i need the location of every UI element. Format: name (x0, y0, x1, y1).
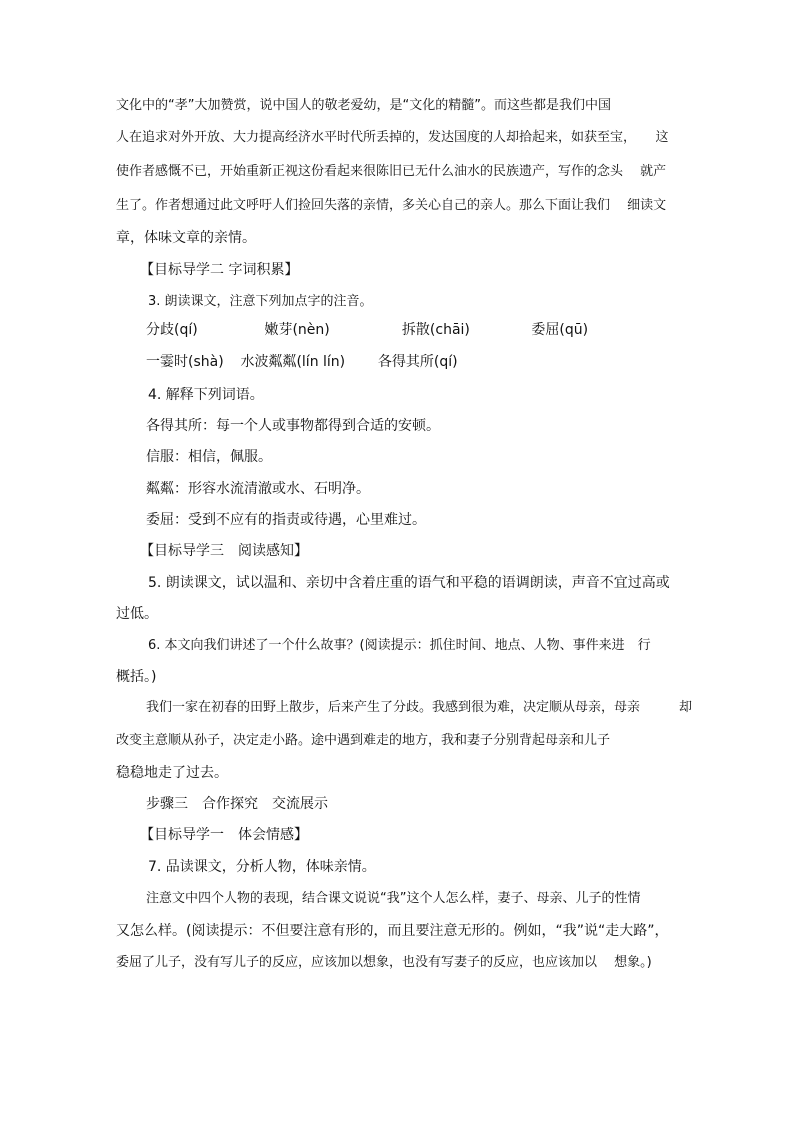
q6-answer-1: 我们一家在初春的田野上散步，后来产生了分歧。我感到很为难，决定顺从母亲，母亲 却 (146, 700, 693, 715)
q7-line-3: 委屈了儿子，没有写儿子的反应，应该加以想象，也没有写妻子的反应，也应该加以 想象。) (116, 955, 652, 970)
q5-line-1: 5. 朗读课文，试以温和、亲切中含着庄重的语气和平稳的语调朗读，声音不宜过高或 (148, 575, 670, 591)
pinyin-item: 委屈(qū) (531, 322, 589, 338)
q6-line-2: 概括。) (116, 669, 157, 685)
intro-line-2: 人在追求对外开放、大力提高经济水平时代所丢掉的，发达国度的人却拾起来，如获至宝， 这 (116, 130, 669, 145)
pinyin-item: 嫩芽(nèn) (264, 322, 330, 338)
definition-3: 粼粼：形容水流清澈或水、石明净。 (146, 481, 370, 497)
pinyin-item: 各得其所(qí) (377, 354, 458, 370)
q7-line-2: 又怎么样。(阅读提示：不但要注意有形的，而且要注意无形的。例如，“我”说“走大路”， (116, 923, 669, 939)
pinyin-row-2 (146, 352, 458, 372)
intro-line-5: 章，体味文章的亲情。 (116, 230, 256, 246)
q6-answer-2: 改变主意顺从孙子，决定走小路。途中遇到难走的地方，我和妻子分别背起母亲和儿子 (116, 733, 611, 748)
definition-1: 各得其所：每一个人或事物都得到合适的安顿。 (146, 418, 440, 434)
section-heading-reading: 【目标导学三 阅读感知】 (140, 543, 308, 559)
section-heading-emotion: 【目标导学一 体会情感】 (140, 827, 308, 843)
pinyin-item: 水波粼粼(lín lín) (240, 354, 346, 370)
q6-answer-3: 稳稳地走了过去。 (116, 765, 228, 781)
q5-line-2: 过低。 (116, 606, 158, 622)
step-three-heading: 步骤三 合作探究 交流展示 (146, 796, 328, 812)
q4-prompt: 4. 解释下列词语。 (148, 387, 264, 403)
section-heading-vocab: 【目标导学二 字词积累】 (140, 262, 299, 278)
definition-2: 信服：相信，佩服。 (146, 449, 272, 465)
intro-line-1: 文化中的“孝”大加赞赏，说中国人的敬老爱幼，是“文化的精髓”。而这些都是我们中国 (116, 98, 611, 113)
definition-4: 委屈：受到不应有的指责或待遇，心里难过。 (146, 512, 426, 528)
q6-line-1: 6. 本文向我们讲述了一个什么故事？(阅读提示：抓住时间、地点、人物、事件来进 行 (148, 638, 651, 653)
q3-prompt: 3. 朗读课文，注意下列加点字的注音。 (148, 294, 373, 309)
pinyin-item: 拆散(chāi) (401, 322, 470, 338)
pinyin-row-1 (146, 320, 588, 340)
pinyin-item: 一霎时(shà) (146, 354, 224, 370)
q7-line-1: 注意文中四个人物的表现，结合课文说说“我”这个人怎么样，妻子、母亲、儿子的性情 (146, 891, 641, 906)
pinyin-item: 分歧(qí) (146, 322, 198, 338)
intro-line-4: 生了。作者想通过此文呼吁人们捡回失落的亲情，多关心自己的亲人。那么下面让我们 细读文 (116, 198, 667, 213)
q7-prompt: 7. 品读课文，分析人物，体味亲情。 (148, 859, 376, 875)
intro-line-3: 使作者感慨不已，开始重新正视这份看起来很陈旧已无什么油水的民族遗产，写作的念头 就产 (116, 164, 667, 179)
